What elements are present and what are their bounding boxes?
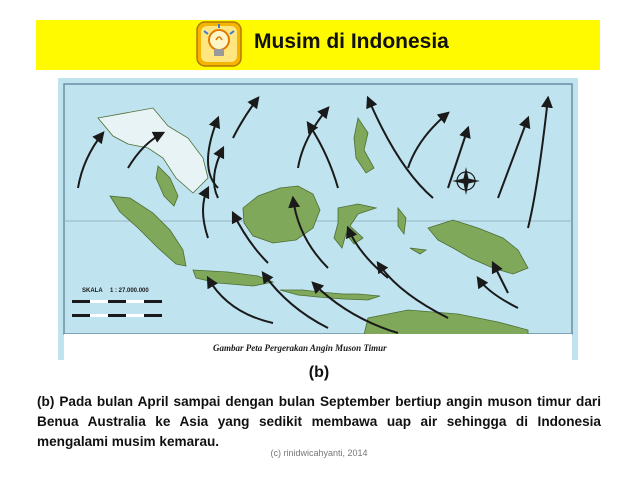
- lightbulb-icon: [196, 21, 242, 67]
- copyright-footer: (c) rinidwicahyanti, 2014: [270, 448, 368, 458]
- scale-label: SKALA: [82, 288, 103, 294]
- description-text: (b) Pada bulan April sampai dengan bulan September bertiup angin muson timur dari Benua Australia ke Asia yang sedikit membawa uap air sehingga di Indonesia mengalami musim kemarau.: [37, 394, 601, 449]
- monsoon-map: [58, 78, 578, 360]
- figure-label: (b): [308, 364, 330, 381]
- page-title: Musim di Indonesia: [254, 30, 449, 53]
- scale-value: 1 : 27.000.000: [110, 288, 149, 294]
- title-banner: [36, 20, 600, 70]
- map-caption: Gambar Peta Pergerakan Angin Muson Timur: [213, 343, 387, 353]
